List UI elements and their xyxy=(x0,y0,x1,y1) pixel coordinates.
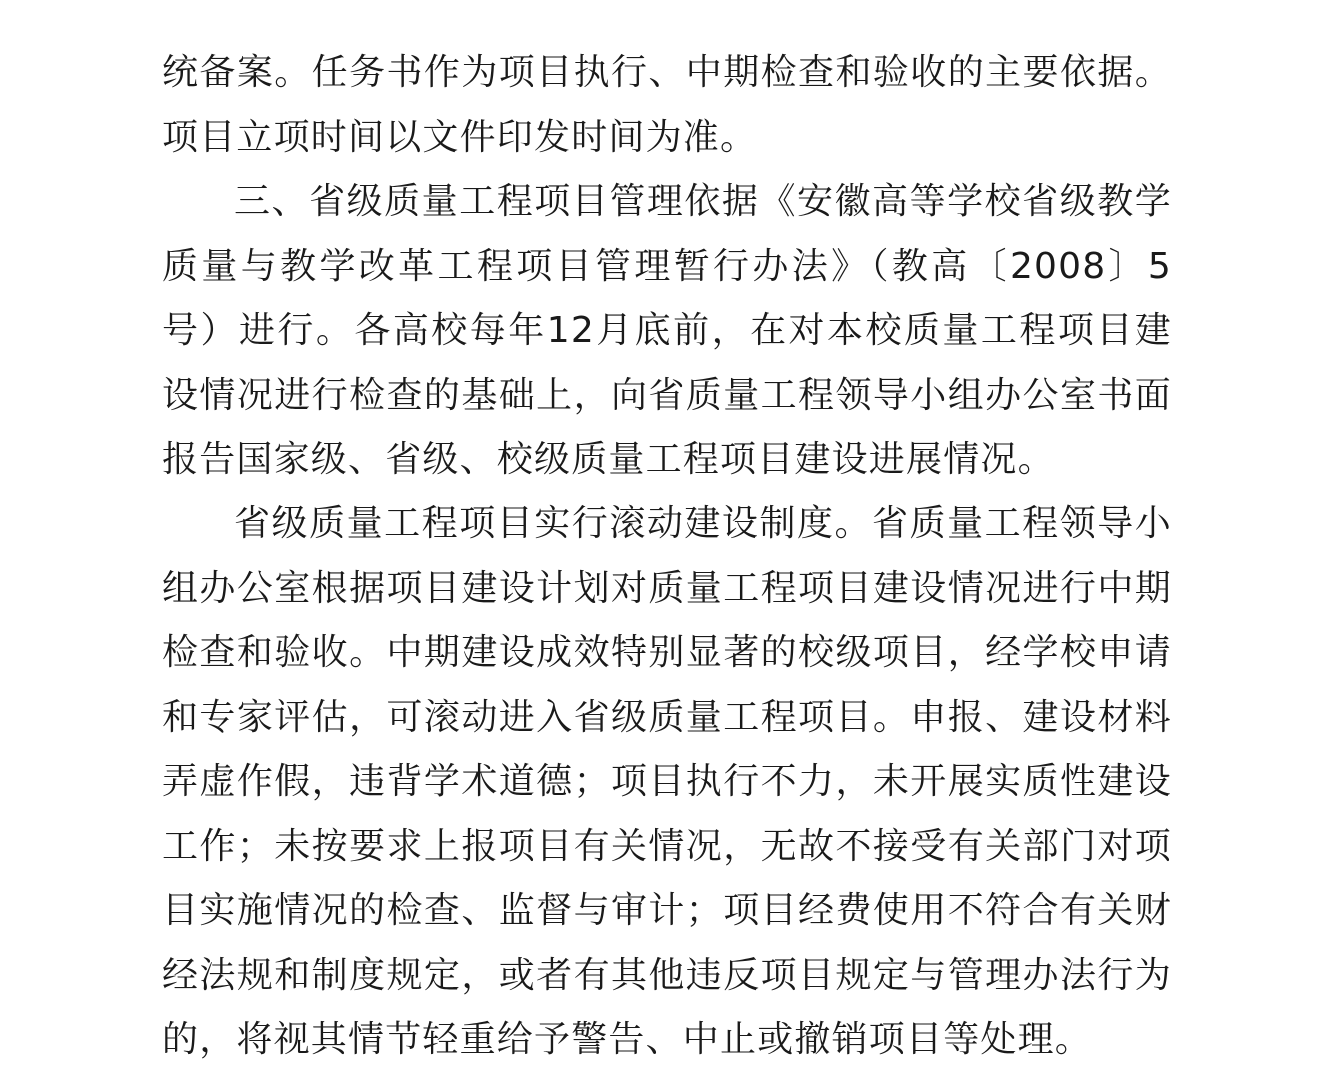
paragraph-continuation: 统备案。任务书作为项目执行、中期检查和验收的主要依据。项目立项时间以文件印发时间为准。 xyxy=(162,52,1172,158)
paragraph-rolling-construction: 省级质量工程项目实行滚动建设制度。省质量工程领导小组办公室根据项目建设计划对质量工程项目建设情况进行中期检查和验收。中期建设成效特别显著的校级项目，经学校申请和专家评估，可滚动进入省级质量工程项目。申报、建设材料弄虚作假，违背学术道德；项目执行不力，未开展实质性建设工作；未按要求上报项目有关情况，无故不接受有关部门对项目实施情况的检查、监督与审计；项目经费使用不符合有关财经法规和制度规定，或者有其他违反项目规定与管理办法行为的，将视其情节轻重给予警告、中止或撤销项目等处理。 xyxy=(162,503,1172,1060)
paragraph-section-three: 三、省级质量工程项目管理依据《安徽高等学校省级教学质量与教学改革工程项目管理暂行办法》（教高〔2008〕5号）进行。各高校每年12月底前，在对本校质量工程项目建设情况进行检查的基础上，向省质量工程领导小组办公室书面报告国家级、省级、校级质量工程项目建设进展情况。 xyxy=(162,181,1172,480)
